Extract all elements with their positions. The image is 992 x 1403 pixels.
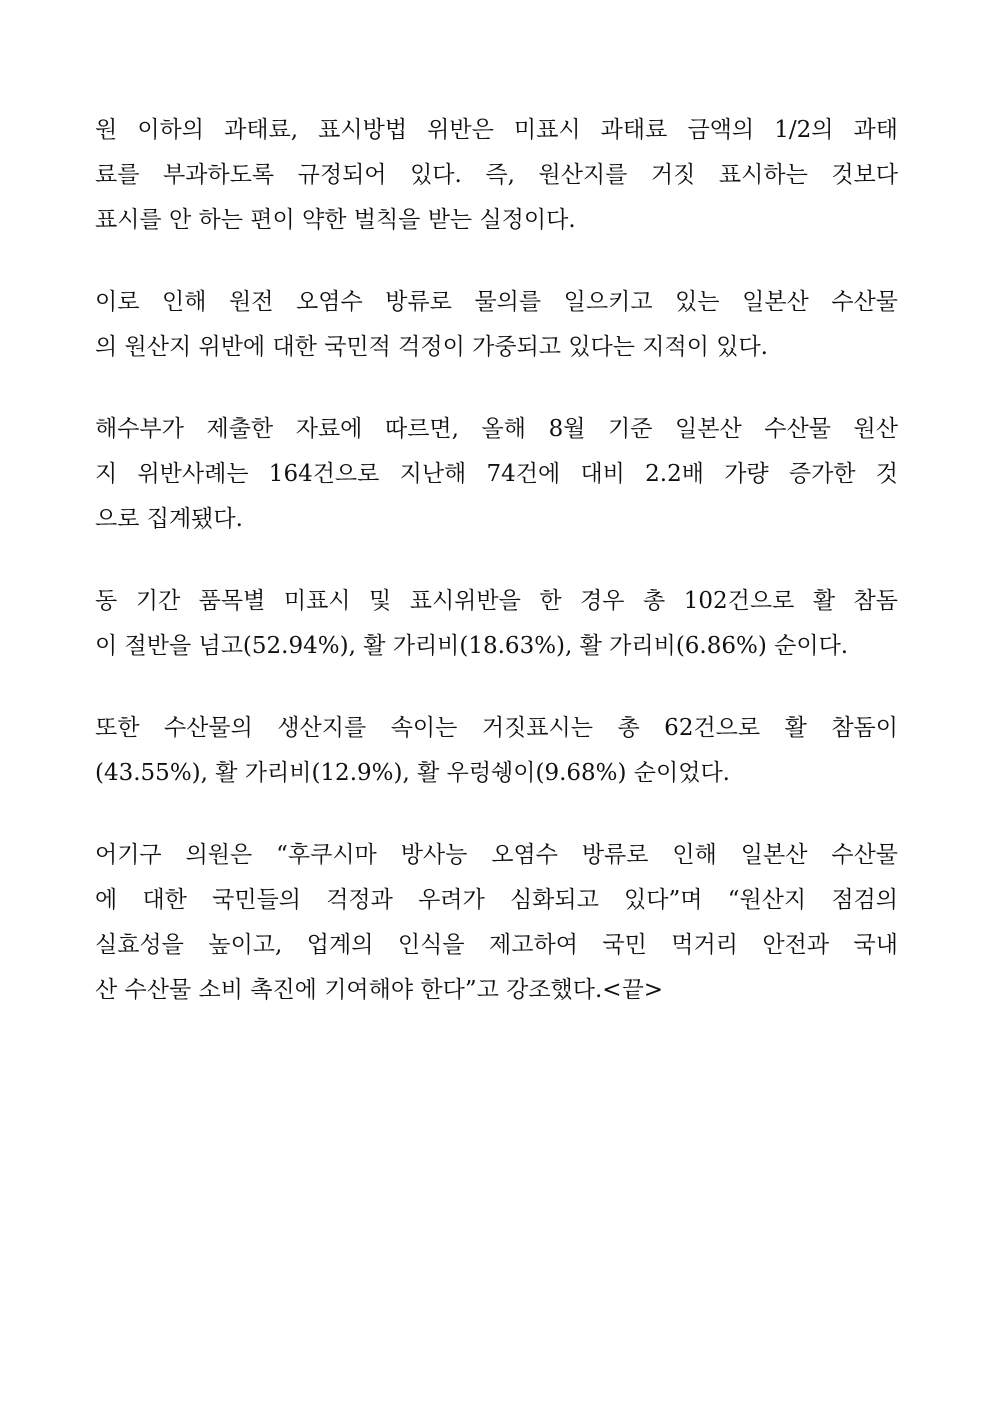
paragraph-unlabeled-items [95,579,898,669]
text-line: 지 위반사례는 164건으로 지난해 74건에 대비 2.2배 가량 증가한 것 [95,461,898,487]
text-line: 해수부가 제출한 자료에 따르면, 올해 8월 기준 일본산 수산물 원산 [95,416,898,442]
paragraph-lawmaker-quote [95,833,898,1013]
text-line: 실효성을 높이고, 업계의 인식을 제고하여 국민 먹거리 안전과 국내 [95,932,898,958]
text-line: 원 이하의 과태료, 표시방법 위반은 미표시 과태료 금액의 1/2의 과태 [95,117,898,143]
text-line: 동 기간 품목별 미표시 및 표시위반을 한 경우 총 102건으로 활 참돔 [95,588,898,614]
document-body [95,108,898,1050]
paragraph-violation-stats [95,407,898,542]
paragraph-false-labeling [95,706,898,796]
text-line: 표시를 안 하는 편이 약한 벌칙을 받는 실정이다. [95,207,576,233]
text-line: (43.55%), 활 가리비(12.9%), 활 우렁쉥이(9.68%) 순이었다. [95,760,730,786]
text-line: 이로 인해 원전 오염수 방류로 물의를 일으키고 있는 일본산 수산물 [95,289,898,315]
text-line: 에 대한 국민들의 걱정과 우려가 심화되고 있다”며 “원산지 점검의 [95,887,898,913]
text-line: 산 수산물 소비 촉진에 기여해야 한다”고 강조했다.<끝> [95,977,664,1003]
text-line: 의 원산지 위반에 대한 국민적 걱정이 가중되고 있다는 지적이 있다. [95,334,768,360]
text-line: 어기구 의원은 “후쿠시마 방사능 오염수 방류로 인해 일본산 수산물 [95,842,898,868]
text-line: 료를 부과하도록 규정되어 있다. 즉, 원산지를 거짓 표시하는 것보다 [95,162,898,188]
paragraph-penalty [95,108,898,243]
text-line: 으로 집계됐다. [95,506,243,532]
text-line: 또한 수산물의 생산지를 속이는 거짓표시는 총 62건으로 활 참돔이 [95,715,898,741]
text-line: 이 절반을 넘고(52.94%), 활 가리비(18.63%), 활 가리비(6.86%) 순이다. [95,633,849,659]
paragraph-public-concern [95,280,898,370]
